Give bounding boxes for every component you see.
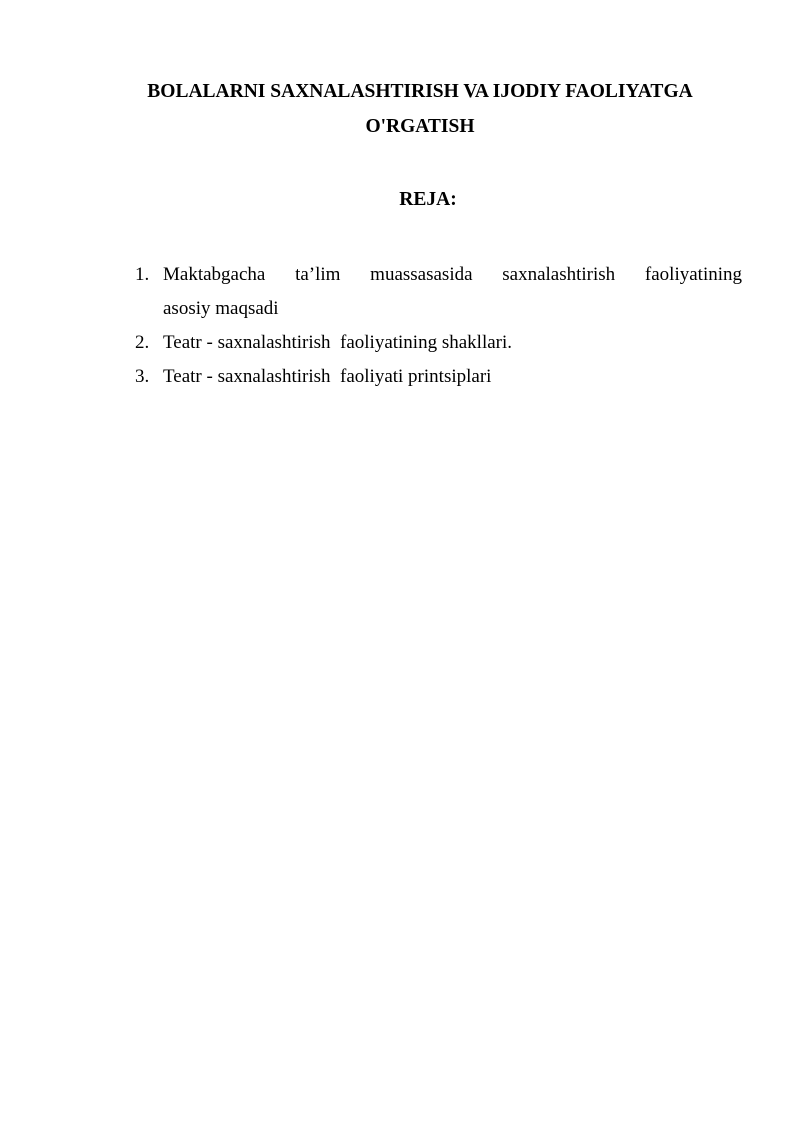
plan-list — [135, 258, 742, 394]
plan-item-number: 2. — [135, 332, 150, 353]
plan-item-text-line-2: asosiy maqsadi — [163, 298, 279, 319]
plan-item-text: Teatr - saxnalashtirish faoliyati printsiplari — [163, 366, 492, 387]
plan-item-text-line-1: Maktabgacha ta’lim muassasasida saxnalashtirish faoliyatining — [163, 264, 742, 285]
plan-item-text — [163, 258, 742, 326]
plan-item-2 — [135, 326, 742, 360]
title-line-1: BOLALARNI SAXNALASHTIRISH VA IJODIY FAOLIYATGA — [147, 81, 693, 102]
plan-item-3 — [135, 360, 742, 394]
document-title — [100, 74, 740, 144]
plan-heading: REJA: — [399, 189, 457, 210]
plan-item-number: 3. — [135, 366, 150, 387]
plan-item-1 — [135, 258, 742, 326]
title-line-2: O'RGATISH — [365, 116, 475, 137]
plan-item-number: 1. — [135, 264, 150, 285]
plan-item-text: Teatr - saxnalashtirish faoliyatining shakllari. — [163, 332, 513, 353]
